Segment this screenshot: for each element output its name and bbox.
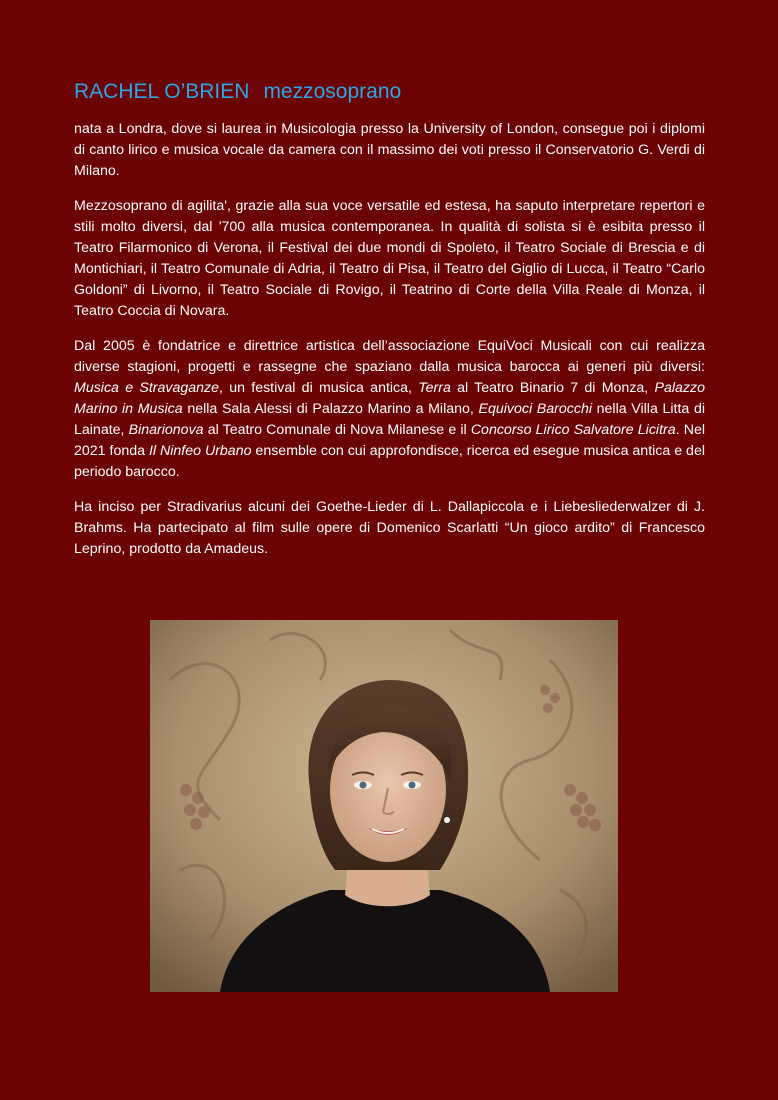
bio-text: al Teatro Comunale di Nova Milanese e il <box>203 422 471 438</box>
event-title-binarionova: Binarionova <box>128 422 204 438</box>
bio-text: ensemble con cui approfondisce, ricerca ed esegue musica antica e del periodo barocco. <box>74 443 705 480</box>
artist-role: mezzosoprano <box>263 80 402 103</box>
event-title-terra: Terra <box>418 380 451 396</box>
bio-paragraph-1: nata a Londra, dove si laurea in Musicologia presso la University of London, consegue poi i diplomi di canto lirico e musica vocale da camera con il massimo dei voti presso il Conservatorio G. Verdi di Milano. <box>74 121 705 179</box>
bio-text: al Teatro Binario 7 di Monza, <box>450 380 655 396</box>
bio-text: Dal 2005 è fondatrice e direttrice artistica dell’associazione EquiVoci Musicali con cui realizza diverse stagioni, progetti e rassegne che spaziano dalla musica barocca ai generi più diversi: <box>74 338 705 375</box>
bio-text: nella Villa Litta di Lainate, <box>74 401 706 438</box>
ensemble-title-ninfeo-urbano: Il Ninfeo Urbano <box>148 443 252 459</box>
bio-text: , un festival di musica antica, <box>219 380 419 396</box>
event-title-concorso-licitra: Concorso Lirico Salvatore Licitra <box>470 422 676 438</box>
portrait-image <box>150 620 618 992</box>
bio-text: nella Sala Alessi di Palazzo Marino a Milano, <box>182 401 479 417</box>
artist-name: RACHEL O’BRIEN <box>74 80 250 103</box>
event-title-palazzo-marino: Palazzo Marino in Musica <box>74 380 705 417</box>
event-title-musica-e-stravaganze: Musica e Stravaganze <box>74 380 220 396</box>
bio-paragraph-3 <box>74 336 705 483</box>
bio-paragraph-2: Mezzosoprano di agilita', grazie alla sua voce versatile ed estesa, ha saputo interpretare repertori e stili molto diversi, dal '700 alla musica contemporanea. In qualità di solista si è esibita presso il Teatro Filarmonico di Verona, il Festival dei due mondi di Spoleto, il Teatro Sociale di Brescia e di Montichiari, il Teatro Comunale di Adria, il Teatro di Pisa, il Teatro del Giglio di Lucca, il Teatro “Carlo Goldoni” di Livorno, il Teatro Sociale di Rovigo, il Teatrino di Corte della Villa Reale di Monza, il Teatro Coccia di Novara. <box>74 198 705 319</box>
page-header <box>74 79 401 105</box>
portrait-photo <box>150 620 618 992</box>
bio-paragraph-4: Ha inciso per Stradivarius alcuni dei Goethe-Lieder di L. Dallapiccola e i Liebesliederwalzer di J. Brahms. Ha partecipato al film sulle opere di Domenico Scarlatti “Un gioco ardito” di Francesco Leprino, prodotto da Amadeus. <box>74 499 705 557</box>
bio-text: . Nel 2021 fonda <box>74 422 705 459</box>
biography <box>74 119 705 574</box>
event-title-equivoci-barocchi: Equivoci Barocchi <box>478 401 592 417</box>
